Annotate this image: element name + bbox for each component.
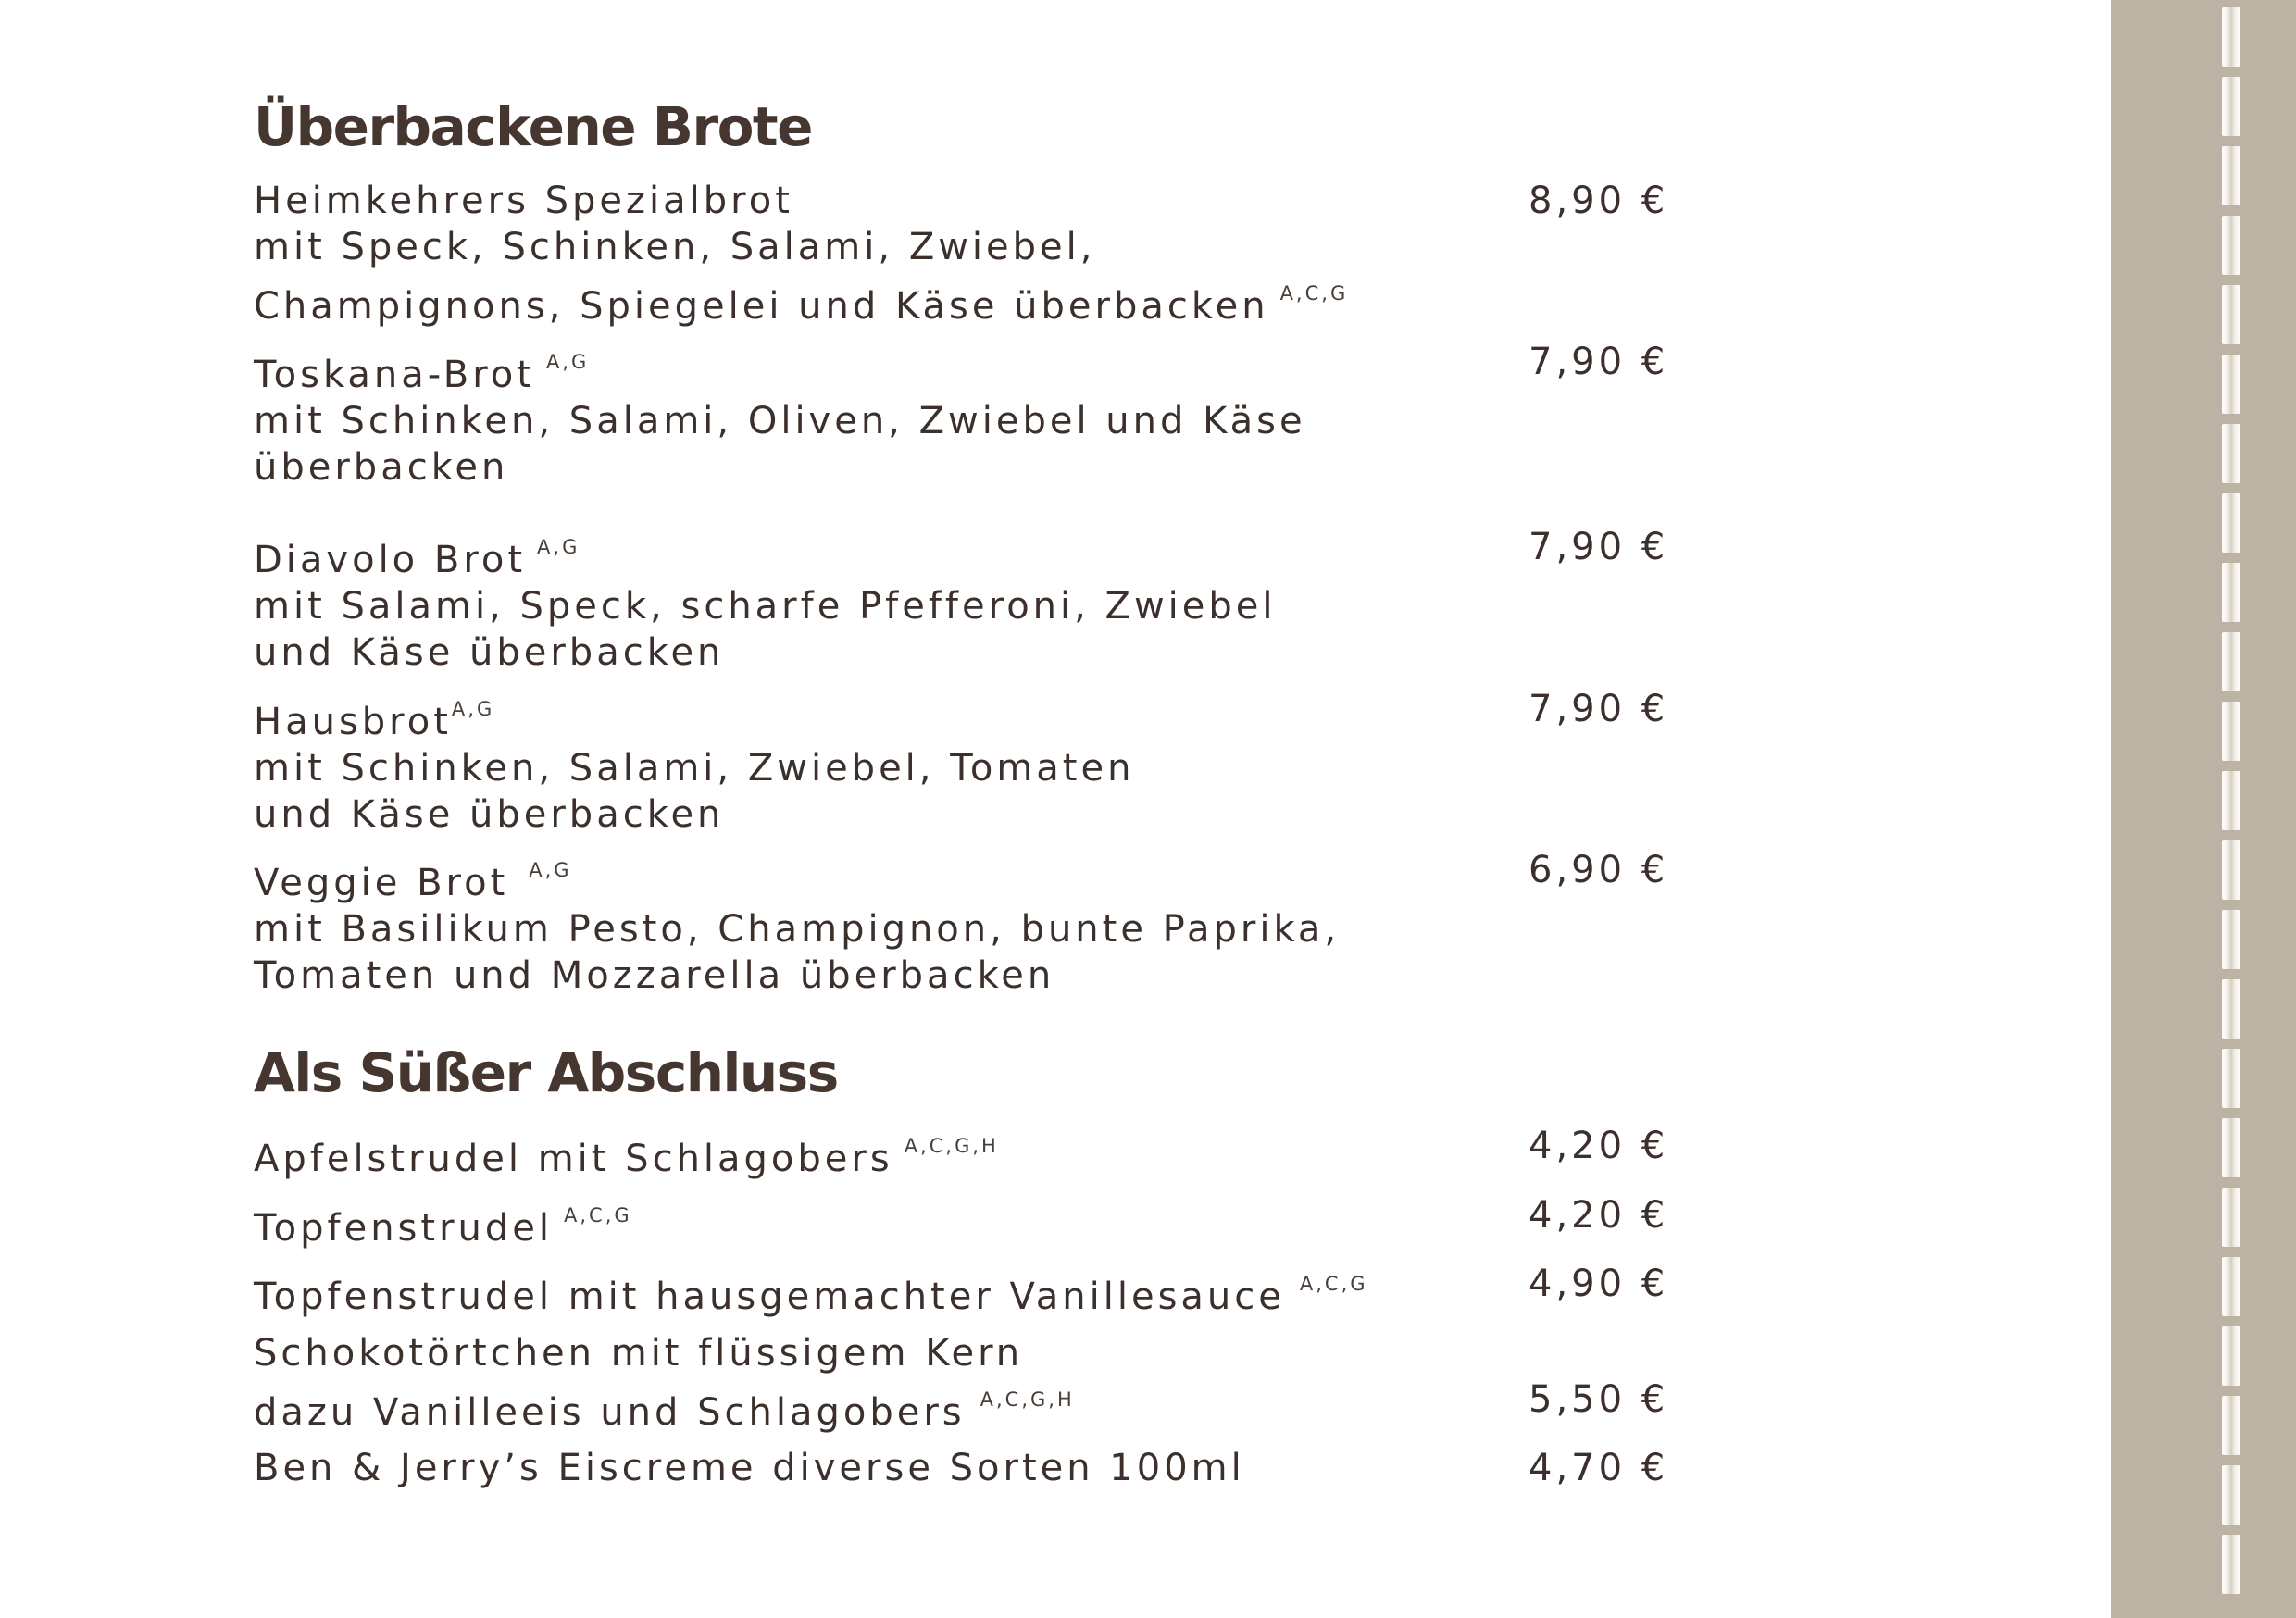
- item-description: überbacken: [254, 446, 509, 489]
- item-name: Ben & Jerry’s Eiscreme diverse Sorten 100ml: [254, 1447, 1245, 1489]
- allergen-codes: A,C,G: [563, 1204, 632, 1226]
- allergen-codes: A,C,G,H: [980, 1388, 1075, 1411]
- item-price: 4,20 €: [1529, 1125, 1669, 1167]
- item-description: mit Schinken, Salami, Zwiebel, Tomaten: [254, 747, 1135, 790]
- decorative-sidebar: [2111, 0, 2296, 1618]
- allergen-codes: A,C,G: [1279, 282, 1349, 305]
- allergen-codes: A,G: [537, 536, 580, 558]
- item-description: mit Speck, Schinken, Salami, Zwiebel,: [254, 226, 1096, 268]
- item-price: 8,90 €: [1529, 180, 1669, 222]
- item-description: Champignons, Spiegelei und Käse überbacken $^{A,C,G}$: [254, 282, 1349, 328]
- allergen-codes: A,C,G,H: [904, 1135, 999, 1157]
- item-name: Toskana-Brot $^{A,G}$: [254, 351, 590, 396]
- section-title-brote: Überbackene Brote: [254, 95, 812, 158]
- allergen-codes: A,G: [451, 698, 495, 720]
- item-description: mit Salami, Speck, scharfe Pfefferoni, Zwiebel: [254, 585, 1277, 628]
- item-price: 4,70 €: [1529, 1447, 1669, 1489]
- item-name: Diavolo Brot $^{A,G}$: [254, 536, 580, 581]
- item-name: Topfenstrudel $^{A,C,G}$: [254, 1204, 632, 1250]
- item-description: mit Schinken, Salami, Oliven, Zwiebel und Käse: [254, 400, 1306, 442]
- allergen-codes: A,G: [529, 859, 572, 881]
- item-price: 6,90 €: [1529, 849, 1669, 891]
- item-name: Schokotörtchen mit flüssigem Kern: [254, 1332, 1024, 1375]
- item-description: dazu Vanilleeis und Schlagobers $^{A,C,G,H}$: [254, 1388, 1075, 1434]
- item-price: 7,90 €: [1529, 341, 1669, 383]
- item-description: und Käse überbacken: [254, 631, 725, 674]
- item-description: mit Basilikum Pesto, Champignon, bunte Paprika,: [254, 908, 1341, 951]
- decorative-border-strip: [2222, 0, 2240, 1618]
- item-name: Apfelstrudel mit Schlagobers $^{A,C,G,H}$: [254, 1135, 999, 1180]
- item-price: 4,20 €: [1529, 1194, 1669, 1237]
- item-price: 4,90 €: [1529, 1263, 1669, 1305]
- item-name: Topfenstrudel mit hausgemachter Vanillesauce $^{A,C,G}$: [254, 1273, 1368, 1318]
- section-title-dessert: Als Süßer Abschluss: [254, 1041, 838, 1104]
- item-name: Veggie Brot $^{A,G}$: [254, 859, 572, 904]
- allergen-codes: A,G: [545, 351, 590, 373]
- item-price: 7,90 €: [1529, 688, 1669, 730]
- item-description: und Käse überbacken: [254, 793, 725, 836]
- item-name: Hausbrot$^{A,G}$: [254, 698, 495, 743]
- item-name: Heimkehrers Spezialbrot: [254, 180, 793, 222]
- item-price: 7,90 €: [1529, 526, 1669, 568]
- item-description: Tomaten und Mozzarella überbacken: [254, 954, 1055, 997]
- allergen-codes: A,C,G: [1299, 1273, 1368, 1295]
- item-price: 5,50 €: [1529, 1378, 1669, 1421]
